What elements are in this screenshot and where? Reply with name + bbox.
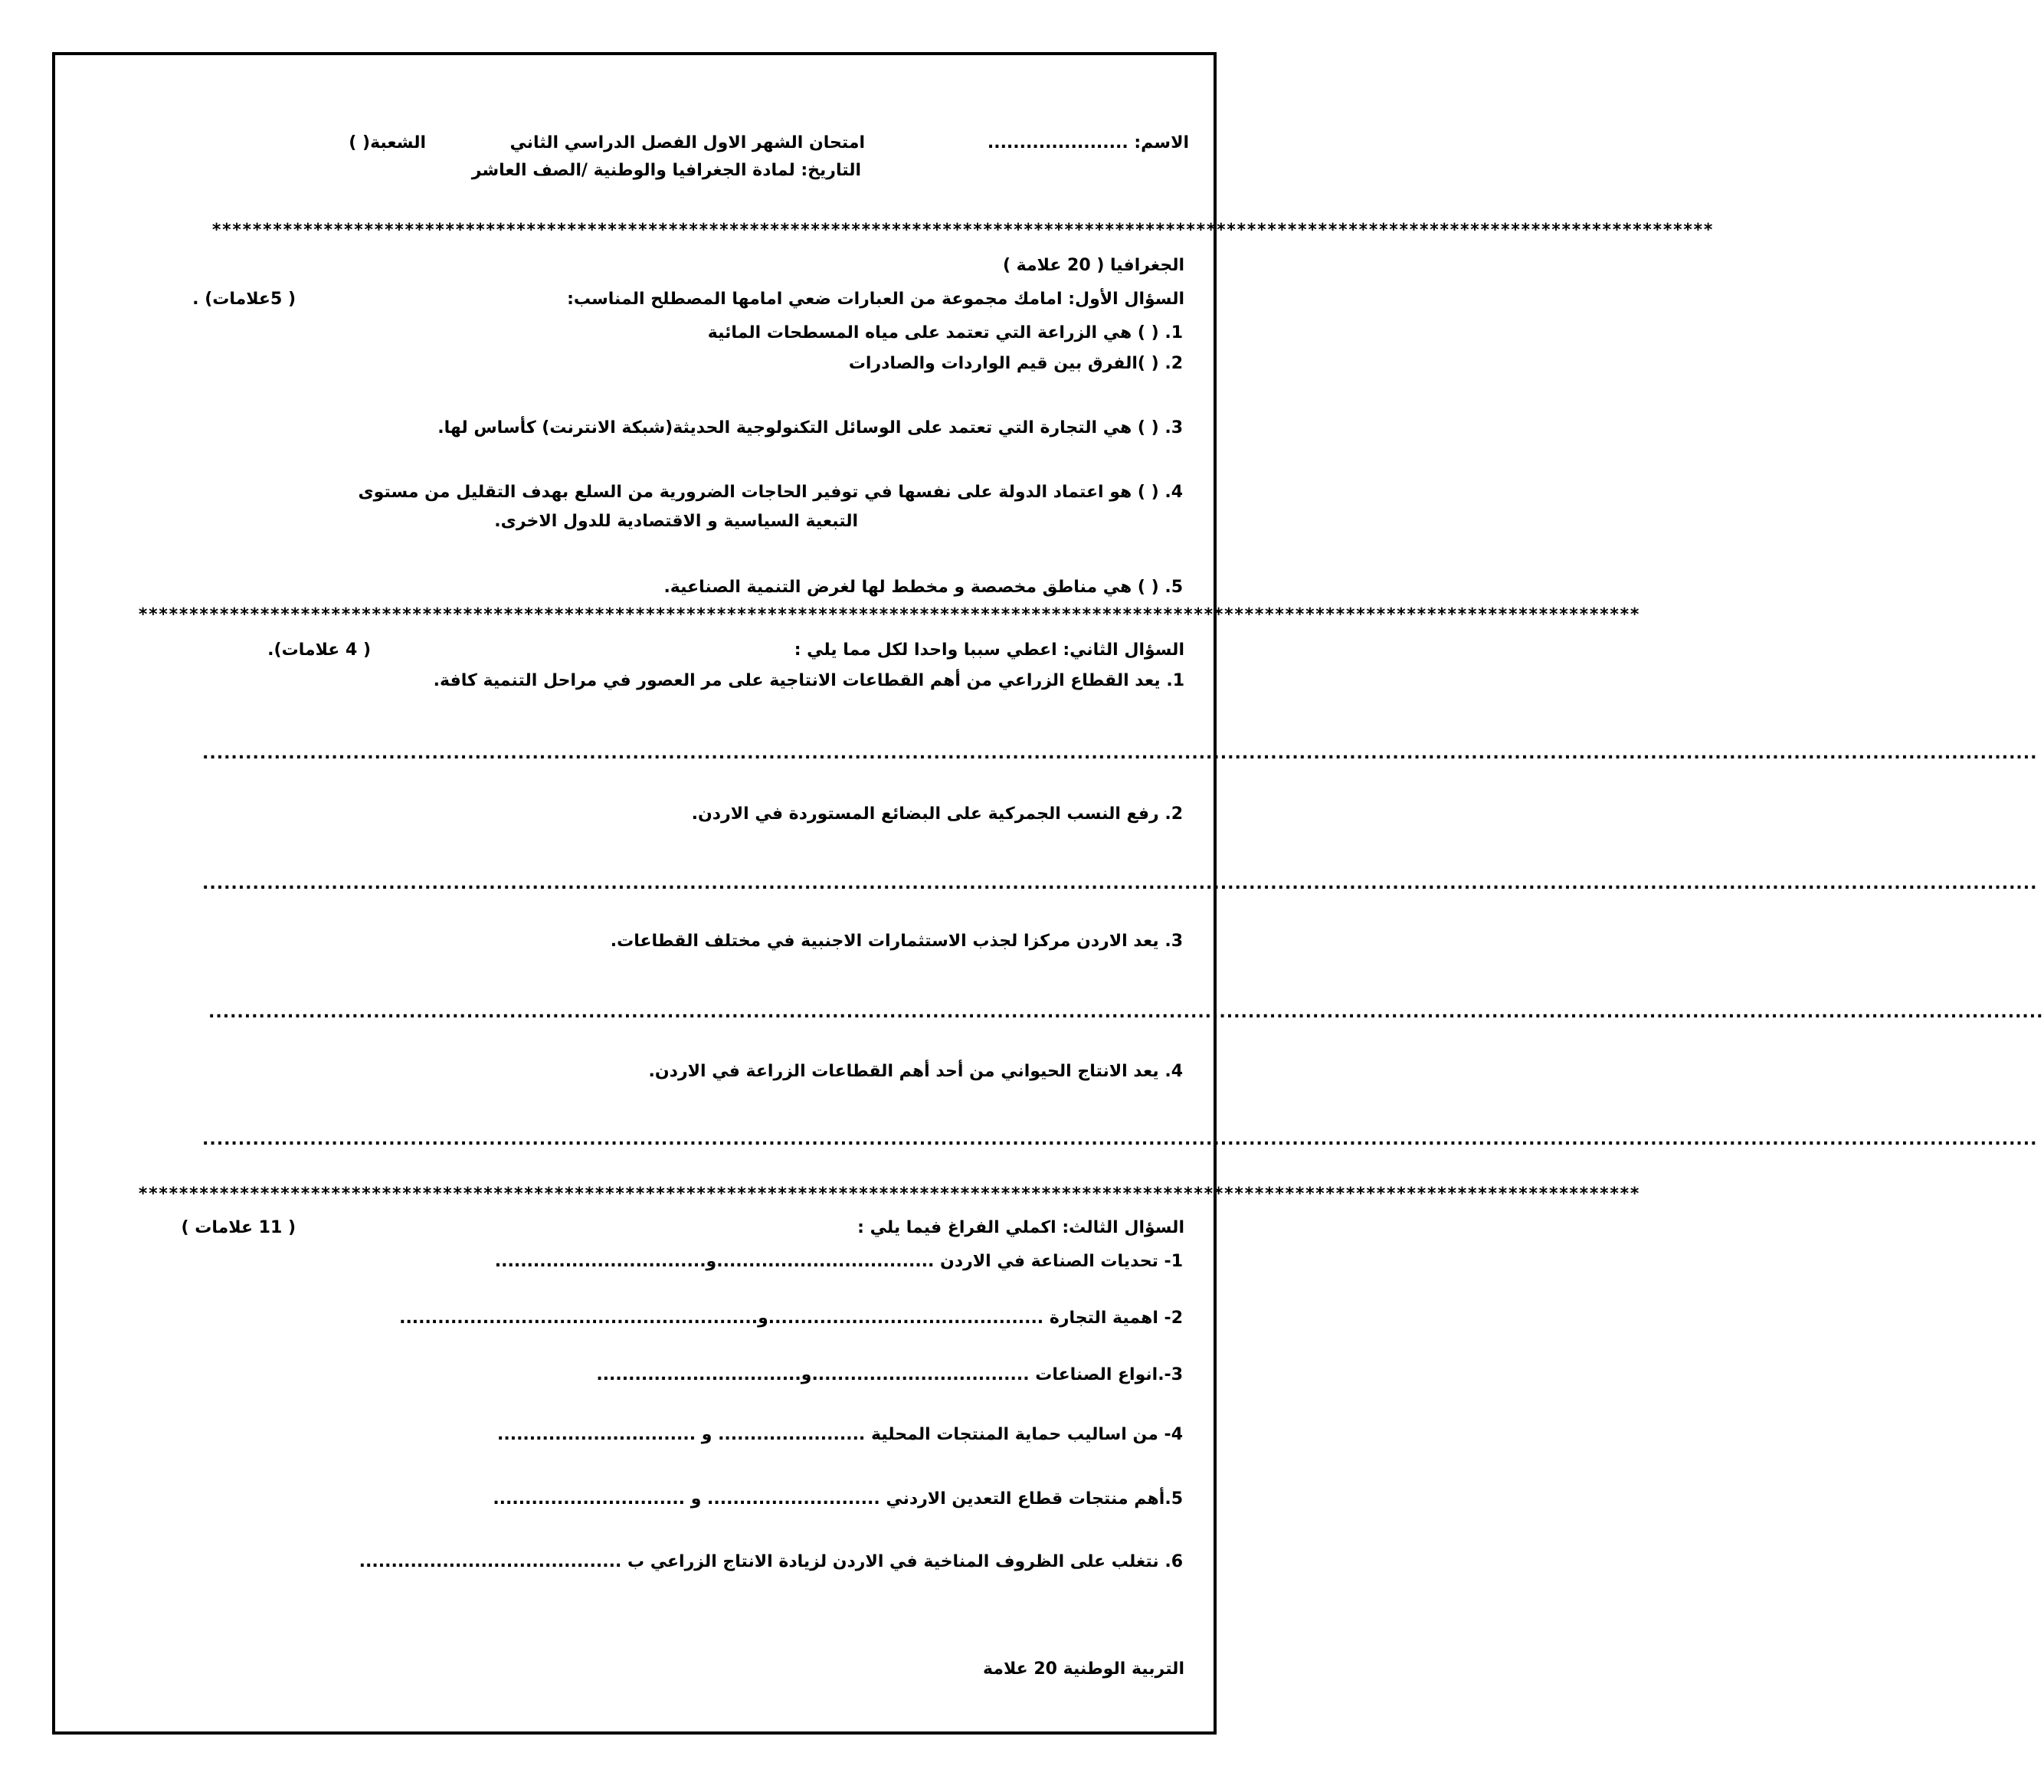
q3-item-6: 6. نتغلب على الظروف المناخية في الاردن لزيادة الانتاج الزراعي ب .........................................: [359, 1552, 1183, 1571]
answer-line-3: ................................................................................................................................................................................................................................................................: [208, 1003, 2044, 1022]
q2-marks: ( 4 علامات).: [267, 640, 371, 660]
q1-item-3: 3. ( ) هي التجارة التي تعتمد على الوسائل التكنولوجية الحديثة(شبكة الانترنت) كأساس لها.: [437, 418, 1183, 437]
section-field: الشعبة( ): [349, 133, 426, 152]
q1-marks: ( 5علامات) .: [192, 290, 296, 309]
q3-item-1: 1- تحديات الصناعة في الاردن ..................................و.................................: [494, 1252, 1183, 1271]
q2-item-2: 2. رفع النسب الجمركية على البضائع المستوردة في الاردن.: [691, 804, 1183, 824]
q3-item-4: 4- من اساليب حماية المنتجات المحلية ....................... و ...............................: [497, 1425, 1183, 1444]
civics-title: التربية الوطنية 20 علامة: [983, 1659, 1184, 1679]
q1-prompt: السؤال الأول: امامك مجموعة من العبارات ضعي امامها المصطلح المناسب:: [567, 290, 1184, 309]
answer-line-4: ................................................................................................................................................................................................................................................................: [202, 1130, 2038, 1149]
q1-item-2: 2. ( )الفرق بين قيم الواردات والصادرات: [848, 354, 1183, 373]
separator-3: ****************************************************************************************************************************************************: [138, 1184, 1640, 1204]
q3-item-2: 2- اهمية التجارة ...........................................و........................................................: [399, 1309, 1183, 1328]
q2-item-1: 1. يعد القطاع الزراعي من أهم القطاعات الانتاجية على مر العصور في مراحل التنمية كافة.: [433, 671, 1184, 690]
geography-title: الجغرافيا ( 20 علامة ): [1002, 256, 1184, 275]
q1-item-4: 4. ( ) هو اعتماد الدولة على نفسها في توفير الحاجات الضرورية من السلع بهدف التقليل من مستوى: [358, 483, 1183, 502]
q2-prompt: السؤال الثاني: اعطي سببا واحدا لكل مما يلي :: [794, 640, 1184, 660]
q3-item-3: 3-.انواع الصناعات ..................................و................................: [596, 1365, 1183, 1384]
answer-line-2: ................................................................................................................................................................................................................................................................: [202, 874, 2038, 893]
separator-2: ****************************************************************************************************************************************************: [138, 605, 1640, 624]
q2-item-4: 4. يعد الانتاج الحيواني من أحد أهم القطاعات الزراعة في الاردن.: [648, 1062, 1183, 1081]
q1-item-4-cont: التبعية السياسية و الاقتصادية للدول الاخرى.: [494, 512, 858, 531]
q2-item-3: 3. يعد الاردن مركزا لجذب الاستثمارات الاجنبية في مختلف القطاعات.: [610, 932, 1183, 951]
exam-title: امتحان الشهر الاول الفصل الدراسي الثاني: [509, 133, 865, 152]
separator-1: ****************************************************************************************************************************************************: [211, 221, 1714, 240]
date-subject-line: التاريخ: لمادة الجغرافيا والوطنية /الصف العاشر: [471, 161, 861, 180]
q1-item-1: 1. ( ) هي الزراعة التي تعتمد على مياه المسطحات المائية: [707, 323, 1183, 342]
q3-marks: ( 11 علامات ): [181, 1218, 296, 1237]
answer-line-1: ................................................................................................................................................................................................................................................................: [202, 744, 2038, 763]
q3-prompt: السؤال الثالث: اكملي الفراغ فيما يلي :: [857, 1218, 1184, 1237]
q1-item-5: 5. ( ) هي مناطق مخصصة و مخطط لها لغرض التنمية الصناعية.: [663, 578, 1183, 597]
name-field: الاسم: ......................: [987, 133, 1189, 152]
q3-item-5: 5.أهم منتجات قطاع التعدين الاردني ........................... و ..............................: [493, 1489, 1183, 1509]
